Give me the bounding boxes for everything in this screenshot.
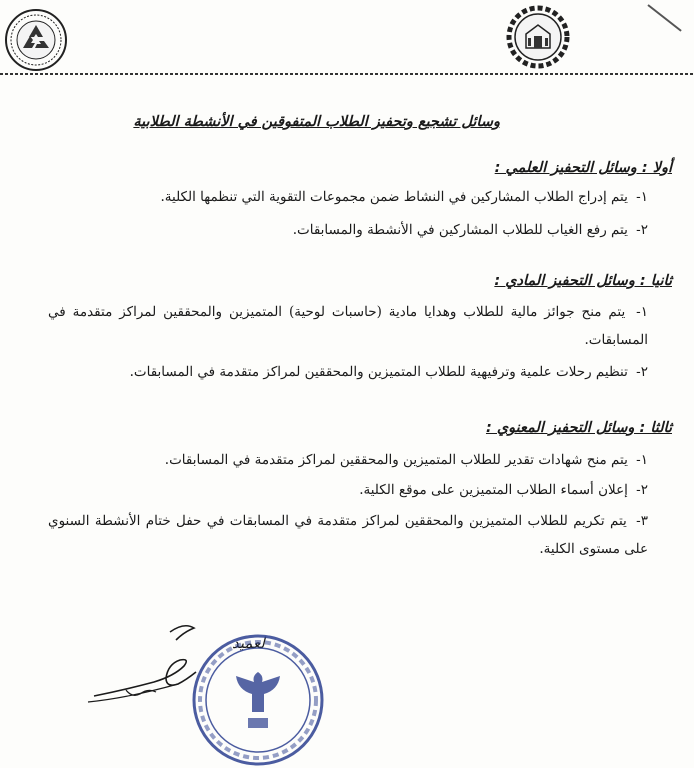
item-number: ٢- (636, 364, 648, 380)
item-number: ٢- (636, 222, 648, 238)
item-number: ١- (636, 189, 648, 205)
item-text: إعلان أسماء الطلاب المتميزين على موقع الكلية. (359, 482, 628, 498)
item-text: يتم تكريم للطلاب المتميزين والمحققين لمراكز متقدمة في المسابقات في حفل ختام الأنشطة السنوي على مستوى الكلية. (48, 513, 648, 557)
section-heading-scientific: أولا : وسائل التحفيز العلمي : (494, 160, 672, 176)
official-eagle-seal-icon (190, 632, 326, 768)
list-item (48, 298, 648, 354)
document-title: وسائل تشجيع وتحفيز الطلاب المتفوقين في الأنشطة الطلابية (133, 114, 500, 130)
item-text: تنظيم رحلات علمية وترفيهية للطلاب المتميزين والمحققين لمراكز متقدمة في المسابقات. (129, 364, 628, 380)
item-text: يتم منح جوائز مالية للطلاب وهدايا مادية (حاسبات لوحية) المتميزين والمحققين لمراكز متقدمة في المسابقات. (48, 304, 648, 348)
list-item (359, 482, 648, 498)
recycle-emblem-icon (4, 8, 68, 72)
item-text: يتم إدراج الطلاب المشاركين في النشاط ضمن مجموعات التقوية التي تنظمها الكلية. (160, 189, 628, 205)
list-item (160, 189, 648, 205)
signature-label: لعميد (232, 634, 265, 652)
scan-mark (647, 4, 681, 31)
list-item (130, 364, 648, 380)
item-text: يتم منح شهادات تقدير للطلاب المتميزين والمحققين لمراكز متقدمة في المسابقات. (164, 452, 628, 468)
section-heading-material: ثانيا : وسائل التحفيز المادي : (494, 273, 672, 289)
item-number: ٢- (636, 482, 648, 498)
header-divider (0, 73, 694, 75)
item-text: يتم رفع الغياب للطلاب المشاركين في الأنشطة والمسابقات. (292, 222, 628, 238)
list-item (48, 507, 648, 563)
list-item (165, 452, 648, 468)
section-heading-moral: ثالثا : وسائل التحفيز المعنوي : (485, 420, 672, 436)
list-item (293, 222, 648, 238)
item-number: ٣- (636, 513, 648, 529)
item-number: ١- (636, 452, 648, 468)
item-number: ١- (636, 304, 648, 320)
university-gear-emblem-icon (506, 4, 570, 70)
